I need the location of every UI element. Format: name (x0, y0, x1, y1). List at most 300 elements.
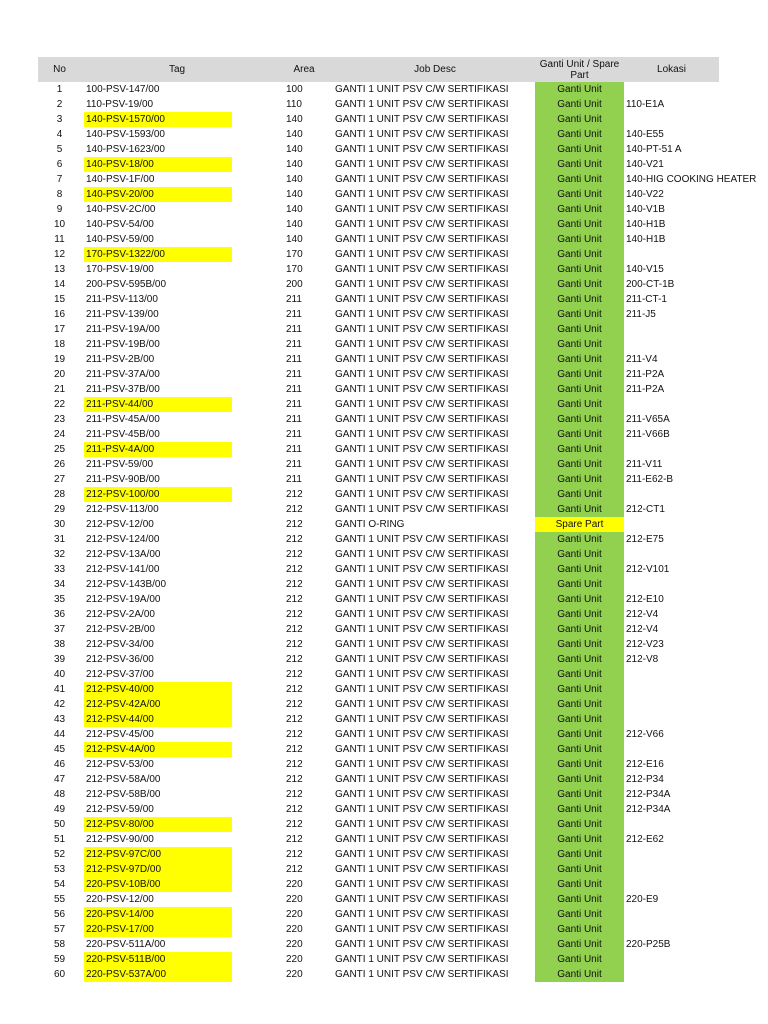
cell-job-desc[interactable]: GANTI 1 UNIT PSV C/W SERTIFIKASI (335, 384, 509, 395)
cell-ganti-unit[interactable]: Ganti Unit (535, 667, 624, 682)
cell-lokasi[interactable] (624, 697, 719, 712)
cell-job-desc[interactable]: GANTI O-RING (335, 519, 405, 530)
cell-tag[interactable] (81, 127, 273, 142)
cell-ganti-unit[interactable]: Ganti Unit (535, 412, 624, 427)
cell-job-desc[interactable]: GANTI 1 UNIT PSV C/W SERTIFIKASI (335, 474, 509, 485)
cell-tag[interactable] (81, 337, 273, 352)
cell-area[interactable]: 170 (286, 249, 303, 260)
cell-no[interactable]: 47 (53, 774, 66, 785)
cell-area[interactable]: 212 (286, 684, 303, 695)
cell-ganti-unit[interactable]: Ganti Unit (535, 772, 624, 787)
cell-no[interactable]: 57 (53, 924, 66, 935)
cell-job-desc[interactable]: GANTI 1 UNIT PSV C/W SERTIFIKASI (335, 759, 509, 770)
cell-ganti-unit[interactable]: Ganti Unit (535, 727, 624, 742)
cell-tag[interactable] (81, 637, 273, 652)
cell-lokasi[interactable]: 211-V11 (626, 459, 663, 470)
cell-no[interactable]: 19 (53, 354, 66, 365)
cell-ganti-unit[interactable]: Ganti Unit (535, 922, 624, 937)
cell-ganti-unit[interactable]: Ganti Unit (535, 877, 624, 892)
cell-no[interactable]: 22 (53, 399, 66, 410)
cell-tag[interactable] (81, 427, 273, 442)
cell-job-desc[interactable]: GANTI 1 UNIT PSV C/W SERTIFIKASI (335, 459, 509, 470)
cell-ganti-unit[interactable]: Ganti Unit (535, 847, 624, 862)
cell-tag[interactable] (81, 742, 273, 757)
cell-lokasi[interactable]: 212-CT1 (626, 504, 665, 515)
cell-job-desc[interactable]: GANTI 1 UNIT PSV C/W SERTIFIKASI (335, 309, 509, 320)
cell-area[interactable]: 220 (286, 879, 303, 890)
cell-area[interactable]: 212 (286, 654, 303, 665)
cell-area[interactable]: 140 (286, 114, 303, 125)
cell-ganti-unit[interactable]: Ganti Unit (535, 202, 624, 217)
cell-lokasi[interactable]: 212-P34A (626, 804, 671, 815)
cell-lokasi[interactable]: 211-V4 (626, 354, 658, 365)
cell-ganti-unit[interactable]: Ganti Unit (535, 292, 624, 307)
cell-area[interactable]: 212 (286, 579, 303, 590)
cell-job-desc[interactable]: GANTI 1 UNIT PSV C/W SERTIFIKASI (335, 429, 509, 440)
cell-ganti-unit[interactable]: Ganti Unit (535, 607, 624, 622)
cell-area[interactable]: 212 (286, 639, 303, 650)
cell-tag[interactable] (81, 817, 273, 832)
cell-job-desc[interactable]: GANTI 1 UNIT PSV C/W SERTIFIKASI (335, 564, 509, 575)
cell-no[interactable]: 31 (53, 534, 66, 545)
cell-ganti-unit[interactable]: Ganti Unit (535, 307, 624, 322)
cell-lokasi[interactable] (624, 487, 719, 502)
header-job-desc[interactable]: Job Desc (414, 64, 456, 75)
cell-lokasi[interactable] (624, 877, 719, 892)
cell-lokasi[interactable]: 212-V23 (626, 639, 664, 650)
cell-tag[interactable] (81, 607, 273, 622)
cell-no[interactable]: 30 (53, 519, 66, 530)
cell-ganti-unit[interactable]: Ganti Unit (535, 577, 624, 592)
cell-tag[interactable] (81, 667, 273, 682)
cell-lokasi[interactable]: 212-V4 (626, 609, 659, 620)
cell-tag[interactable] (81, 682, 273, 697)
cell-no[interactable]: 20 (53, 369, 66, 380)
cell-area[interactable]: 212 (286, 789, 303, 800)
cell-lokasi[interactable] (624, 322, 719, 337)
cell-no[interactable]: 37 (53, 624, 66, 635)
cell-lokasi[interactable]: 212-V66 (626, 729, 664, 740)
cell-no[interactable]: 7 (56, 174, 63, 185)
cell-no[interactable]: 15 (53, 294, 66, 305)
cell-tag[interactable] (81, 457, 273, 472)
cell-area[interactable]: 220 (286, 924, 303, 935)
cell-no[interactable]: 16 (53, 309, 66, 320)
cell-lokasi[interactable] (624, 847, 719, 862)
cell-lokasi[interactable]: 211-V66B (626, 429, 670, 440)
cell-lokasi[interactable]: 140-V1B (626, 204, 665, 215)
cell-job-desc[interactable]: GANTI 1 UNIT PSV C/W SERTIFIKASI (335, 264, 509, 275)
cell-ganti-unit[interactable]: Ganti Unit (535, 547, 624, 562)
cell-no[interactable]: 26 (53, 459, 66, 470)
cell-ganti-unit[interactable]: Ganti Unit (535, 427, 624, 442)
cell-ganti-unit[interactable]: Ganti Unit (535, 817, 624, 832)
cell-tag[interactable] (81, 892, 273, 907)
cell-tag[interactable] (81, 382, 273, 397)
cell-ganti-unit[interactable]: Ganti Unit (535, 907, 624, 922)
cell-no[interactable]: 34 (53, 579, 66, 590)
cell-ganti-unit[interactable]: Ganti Unit (535, 442, 624, 457)
cell-ganti-unit[interactable]: Ganti Unit (535, 217, 624, 232)
cell-lokasi[interactable]: 211-J5 (626, 309, 656, 320)
cell-no[interactable]: 17 (53, 324, 66, 335)
cell-ganti-unit[interactable]: Ganti Unit (535, 367, 624, 382)
cell-job-desc[interactable]: GANTI 1 UNIT PSV C/W SERTIFIKASI (335, 684, 509, 695)
cell-ganti-unit[interactable]: Ganti Unit (535, 322, 624, 337)
cell-no[interactable]: 53 (53, 864, 66, 875)
cell-tag[interactable] (81, 187, 273, 202)
cell-lokasi[interactable]: 212-E62 (626, 834, 664, 845)
cell-no[interactable]: 12 (53, 249, 66, 260)
cell-area[interactable]: 170 (286, 264, 303, 275)
cell-no[interactable]: 36 (53, 609, 66, 620)
cell-tag[interactable] (81, 487, 273, 502)
cell-job-desc[interactable]: GANTI 1 UNIT PSV C/W SERTIFIKASI (335, 729, 509, 740)
cell-job-desc[interactable]: GANTI 1 UNIT PSV C/W SERTIFIKASI (335, 774, 509, 785)
cell-no[interactable]: 13 (53, 264, 66, 275)
cell-tag[interactable] (81, 862, 273, 877)
cell-job-desc[interactable]: GANTI 1 UNIT PSV C/W SERTIFIKASI (335, 549, 509, 560)
cell-area[interactable]: 212 (286, 804, 303, 815)
cell-lokasi[interactable] (624, 337, 719, 352)
cell-ganti-unit[interactable]: Ganti Unit (535, 97, 624, 112)
cell-no[interactable]: 43 (53, 714, 66, 725)
cell-tag[interactable] (81, 367, 273, 382)
cell-job-desc[interactable]: GANTI 1 UNIT PSV C/W SERTIFIKASI (335, 849, 509, 860)
cell-lokasi[interactable] (624, 547, 719, 562)
cell-job-desc[interactable]: GANTI 1 UNIT PSV C/W SERTIFIKASI (335, 84, 509, 95)
cell-no[interactable]: 24 (53, 429, 66, 440)
cell-lokasi[interactable]: 140-V21 (626, 159, 664, 170)
cell-tag[interactable] (81, 82, 273, 97)
cell-lokasi[interactable] (624, 967, 719, 982)
cell-ganti-unit[interactable]: Ganti Unit (535, 937, 624, 952)
cell-area[interactable]: 212 (286, 774, 303, 785)
cell-ganti-unit[interactable]: Ganti Unit (535, 562, 624, 577)
cell-ganti-unit[interactable]: Ganti Unit (535, 337, 624, 352)
cell-lokasi[interactable] (624, 667, 719, 682)
cell-job-desc[interactable]: GANTI 1 UNIT PSV C/W SERTIFIKASI (335, 834, 509, 845)
cell-area[interactable]: 212 (286, 624, 303, 635)
cell-job-desc[interactable]: GANTI 1 UNIT PSV C/W SERTIFIKASI (335, 909, 509, 920)
cell-tag[interactable] (81, 352, 273, 367)
cell-no[interactable]: 29 (53, 504, 66, 515)
cell-ganti-unit[interactable]: Ganti Unit (535, 277, 624, 292)
cell-job-desc[interactable]: GANTI 1 UNIT PSV C/W SERTIFIKASI (335, 189, 509, 200)
cell-no[interactable]: 10 (53, 219, 66, 230)
cell-tag[interactable] (81, 112, 273, 127)
cell-tag[interactable] (81, 622, 273, 637)
cell-tag[interactable] (81, 202, 273, 217)
cell-tag[interactable] (81, 517, 273, 532)
cell-tag[interactable] (81, 307, 273, 322)
cell-area[interactable]: 211 (286, 474, 302, 485)
cell-job-desc[interactable]: GANTI 1 UNIT PSV C/W SERTIFIKASI (335, 699, 509, 710)
cell-job-desc[interactable]: GANTI 1 UNIT PSV C/W SERTIFIKASI (335, 399, 509, 410)
cell-no[interactable]: 60 (53, 969, 66, 980)
cell-tag[interactable] (81, 247, 273, 262)
cell-job-desc[interactable]: GANTI 1 UNIT PSV C/W SERTIFIKASI (335, 324, 509, 335)
cell-lokasi[interactable]: 212-P34 (626, 774, 664, 785)
cell-no[interactable]: 46 (53, 759, 66, 770)
cell-lokasi[interactable] (624, 682, 719, 697)
cell-no[interactable]: 4 (56, 129, 63, 140)
cell-job-desc[interactable]: GANTI 1 UNIT PSV C/W SERTIFIKASI (335, 234, 509, 245)
cell-job-desc[interactable]: GANTI 1 UNIT PSV C/W SERTIFIKASI (335, 144, 509, 155)
cell-lokasi[interactable] (624, 517, 719, 532)
cell-area[interactable]: 212 (286, 729, 303, 740)
cell-area[interactable]: 212 (286, 714, 303, 725)
cell-area[interactable]: 140 (286, 129, 303, 140)
cell-ganti-unit[interactable]: Ganti Unit (535, 757, 624, 772)
cell-no[interactable]: 1 (56, 84, 63, 95)
cell-area[interactable]: 211 (286, 339, 302, 350)
cell-job-desc[interactable]: GANTI 1 UNIT PSV C/W SERTIFIKASI (335, 594, 509, 605)
cell-lokasi[interactable]: 212-V8 (626, 654, 659, 665)
cell-ganti-unit[interactable]: Ganti Unit (535, 82, 624, 97)
cell-tag[interactable] (81, 577, 273, 592)
cell-no[interactable]: 9 (56, 204, 63, 215)
cell-job-desc[interactable]: GANTI 1 UNIT PSV C/W SERTIFIKASI (335, 969, 509, 980)
cell-job-desc[interactable]: GANTI 1 UNIT PSV C/W SERTIFIKASI (335, 579, 509, 590)
cell-ganti-unit[interactable]: Ganti Unit (535, 112, 624, 127)
cell-area[interactable]: 212 (286, 819, 303, 830)
cell-tag[interactable] (81, 292, 273, 307)
cell-no[interactable]: 49 (53, 804, 66, 815)
cell-tag[interactable] (81, 832, 273, 847)
cell-no[interactable]: 52 (53, 849, 66, 860)
cell-job-desc[interactable]: GANTI 1 UNIT PSV C/W SERTIFIKASI (335, 129, 509, 140)
cell-ganti-unit[interactable]: Ganti Unit (535, 832, 624, 847)
cell-no[interactable]: 14 (53, 279, 66, 290)
cell-area[interactable]: 200 (286, 279, 303, 290)
cell-tag[interactable] (81, 472, 273, 487)
cell-area[interactable]: 220 (286, 894, 303, 905)
cell-lokasi[interactable]: 220-E9 (626, 894, 659, 905)
cell-no[interactable]: 5 (56, 144, 63, 155)
cell-lokasi[interactable]: 200-CT-1B (626, 279, 675, 290)
cell-tag[interactable] (81, 502, 273, 517)
cell-area[interactable]: 212 (286, 609, 303, 620)
cell-lokasi[interactable]: 140-V15 (626, 264, 664, 275)
cell-job-desc[interactable]: GANTI 1 UNIT PSV C/W SERTIFIKASI (335, 789, 509, 800)
cell-job-desc[interactable]: GANTI 1 UNIT PSV C/W SERTIFIKASI (335, 954, 509, 965)
cell-no[interactable]: 3 (56, 114, 63, 125)
cell-job-desc[interactable]: GANTI 1 UNIT PSV C/W SERTIFIKASI (335, 159, 509, 170)
cell-area[interactable]: 212 (286, 864, 303, 875)
cell-no[interactable]: 58 (53, 939, 66, 950)
cell-tag[interactable] (81, 142, 273, 157)
cell-tag[interactable] (81, 877, 273, 892)
cell-lokasi[interactable]: 211-P2A (626, 369, 665, 380)
cell-area[interactable]: 211 (286, 309, 302, 320)
cell-job-desc[interactable]: GANTI 1 UNIT PSV C/W SERTIFIKASI (335, 444, 509, 455)
cell-lokasi[interactable]: 140-E55 (626, 129, 664, 140)
cell-ganti-unit[interactable]: Ganti Unit (535, 637, 624, 652)
cell-tag[interactable] (81, 262, 273, 277)
cell-ganti-unit[interactable]: Ganti Unit (535, 472, 624, 487)
cell-ganti-unit[interactable]: Ganti Unit (535, 712, 624, 727)
cell-lokasi[interactable]: 211-V65A (626, 414, 670, 425)
cell-no[interactable]: 28 (53, 489, 66, 500)
cell-job-desc[interactable]: GANTI 1 UNIT PSV C/W SERTIFIKASI (335, 864, 509, 875)
cell-job-desc[interactable]: GANTI 1 UNIT PSV C/W SERTIFIKASI (335, 804, 509, 815)
cell-lokasi[interactable]: 212-V101 (626, 564, 670, 575)
cell-area[interactable]: 220 (286, 939, 303, 950)
cell-ganti-unit[interactable]: Ganti Unit (535, 502, 624, 517)
cell-tag[interactable] (81, 787, 273, 802)
cell-ganti-unit[interactable]: Ganti Unit (535, 862, 624, 877)
cell-job-desc[interactable]: GANTI 1 UNIT PSV C/W SERTIFIKASI (335, 219, 509, 230)
cell-job-desc[interactable]: GANTI 1 UNIT PSV C/W SERTIFIKASI (335, 639, 509, 650)
cell-ganti-unit[interactable]: Ganti Unit (535, 967, 624, 982)
header-lokasi[interactable]: Lokasi (657, 64, 686, 75)
cell-ganti-unit[interactable]: Ganti Unit (535, 127, 624, 142)
cell-no[interactable]: 27 (53, 474, 66, 485)
cell-lokasi[interactable]: 140-H1B (626, 234, 666, 245)
cell-area[interactable]: 220 (286, 969, 303, 980)
cell-lokasi[interactable]: 212-E75 (626, 534, 664, 545)
cell-area[interactable]: 212 (286, 549, 303, 560)
cell-no[interactable]: 32 (53, 549, 66, 560)
cell-no[interactable]: 48 (53, 789, 66, 800)
cell-ganti-unit[interactable]: Ganti Unit (535, 352, 624, 367)
cell-tag[interactable] (81, 922, 273, 937)
header-area[interactable]: Area (293, 64, 315, 75)
cell-no[interactable]: 8 (56, 189, 63, 200)
cell-lokasi[interactable]: 212-V4 (626, 624, 659, 635)
cell-no[interactable]: 54 (53, 879, 66, 890)
cell-area[interactable]: 211 (286, 324, 302, 335)
cell-no[interactable]: 59 (53, 954, 66, 965)
cell-area[interactable]: 211 (286, 399, 302, 410)
cell-job-desc[interactable]: GANTI 1 UNIT PSV C/W SERTIFIKASI (335, 249, 509, 260)
cell-ganti-unit[interactable]: Ganti Unit (535, 382, 624, 397)
cell-area[interactable]: 211 (286, 444, 302, 455)
header-tag[interactable]: Tag (168, 64, 186, 75)
cell-job-desc[interactable]: GANTI 1 UNIT PSV C/W SERTIFIKASI (335, 819, 509, 830)
cell-job-desc[interactable]: GANTI 1 UNIT PSV C/W SERTIFIKASI (335, 714, 509, 725)
cell-no[interactable]: 35 (53, 594, 66, 605)
cell-tag[interactable] (81, 907, 273, 922)
cell-lokasi[interactable]: 212-E16 (626, 759, 664, 770)
cell-lokasi[interactable]: 212-E10 (626, 594, 664, 605)
cell-tag[interactable] (81, 727, 273, 742)
cell-area[interactable]: 140 (286, 219, 303, 230)
cell-area[interactable]: 140 (286, 174, 303, 185)
cell-tag[interactable] (81, 532, 273, 547)
cell-job-desc[interactable]: GANTI 1 UNIT PSV C/W SERTIFIKASI (335, 414, 509, 425)
cell-area[interactable]: 212 (286, 744, 303, 755)
cell-tag[interactable] (81, 652, 273, 667)
header-ganti-unit[interactable]: Ganti Unit / Spare Part (539, 58, 620, 81)
cell-job-desc[interactable]: GANTI 1 UNIT PSV C/W SERTIFIKASI (335, 114, 509, 125)
cell-tag[interactable] (81, 217, 273, 232)
cell-area[interactable]: 212 (286, 834, 303, 845)
cell-tag[interactable] (81, 442, 273, 457)
cell-no[interactable]: 40 (53, 669, 66, 680)
cell-area[interactable]: 212 (286, 534, 303, 545)
cell-ganti-unit[interactable]: Ganti Unit (535, 787, 624, 802)
cell-area[interactable]: 211 (286, 354, 302, 365)
cell-job-desc[interactable]: GANTI 1 UNIT PSV C/W SERTIFIKASI (335, 174, 509, 185)
cell-area[interactable]: 212 (286, 564, 303, 575)
cell-lokasi[interactable]: 140-HIG COOKING HEATER (626, 174, 757, 185)
cell-ganti-unit[interactable]: Ganti Unit (535, 622, 624, 637)
cell-job-desc[interactable]: GANTI 1 UNIT PSV C/W SERTIFIKASI (335, 369, 509, 380)
cell-ganti-unit[interactable]: Ganti Unit (535, 397, 624, 412)
cell-ganti-unit[interactable]: Ganti Unit (535, 232, 624, 247)
cell-lokasi[interactable]: 211-E62-B (626, 474, 674, 485)
cell-area[interactable]: 212 (286, 504, 303, 515)
cell-job-desc[interactable]: GANTI 1 UNIT PSV C/W SERTIFIKASI (335, 924, 509, 935)
cell-job-desc[interactable]: GANTI 1 UNIT PSV C/W SERTIFIKASI (335, 294, 509, 305)
cell-area[interactable]: 220 (286, 909, 303, 920)
cell-area[interactable]: 211 (286, 369, 302, 380)
cell-tag[interactable] (81, 562, 273, 577)
cell-area[interactable]: 212 (286, 489, 303, 500)
cell-lokasi[interactable] (624, 712, 719, 727)
cell-tag[interactable] (81, 277, 273, 292)
cell-lokasi[interactable] (624, 577, 719, 592)
cell-tag[interactable] (81, 712, 273, 727)
cell-job-desc[interactable]: GANTI 1 UNIT PSV C/W SERTIFIKASI (335, 669, 509, 680)
cell-job-desc[interactable]: GANTI 1 UNIT PSV C/W SERTIFIKASI (335, 489, 509, 500)
cell-tag[interactable] (81, 967, 273, 982)
cell-lokasi[interactable]: 140-V22 (626, 189, 664, 200)
header-no[interactable]: No (53, 64, 66, 75)
cell-tag[interactable] (81, 937, 273, 952)
cell-job-desc[interactable]: GANTI 1 UNIT PSV C/W SERTIFIKASI (335, 279, 509, 290)
cell-no[interactable]: 21 (53, 384, 66, 395)
cell-tag[interactable] (81, 547, 273, 562)
cell-tag[interactable] (81, 412, 273, 427)
cell-lokasi[interactable] (624, 862, 719, 877)
cell-area[interactable]: 211 (286, 414, 302, 425)
cell-lokasi[interactable] (624, 907, 719, 922)
cell-lokasi[interactable]: 220-P25B (626, 939, 671, 950)
cell-lokasi[interactable]: 211-CT-1 (626, 294, 667, 305)
cell-ganti-unit[interactable]: Ganti Unit (535, 142, 624, 157)
cell-ganti-unit[interactable]: Ganti Unit (535, 532, 624, 547)
cell-ganti-unit[interactable]: Ganti Unit (535, 172, 624, 187)
cell-ganti-unit[interactable]: Ganti Unit (535, 187, 624, 202)
cell-tag[interactable] (81, 232, 273, 247)
cell-ganti-unit[interactable]: Ganti Unit (535, 157, 624, 172)
cell-ganti-unit[interactable]: Ganti Unit (535, 457, 624, 472)
cell-area[interactable]: 100 (286, 84, 303, 95)
cell-ganti-unit[interactable]: Ganti Unit (535, 487, 624, 502)
cell-area[interactable]: 212 (286, 594, 303, 605)
cell-tag[interactable] (81, 952, 273, 967)
cell-lokasi[interactable] (624, 442, 719, 457)
cell-no[interactable]: 25 (53, 444, 66, 455)
cell-tag[interactable] (81, 397, 273, 412)
cell-lokasi[interactable] (624, 742, 719, 757)
cell-area[interactable]: 140 (286, 189, 303, 200)
cell-tag[interactable] (81, 847, 273, 862)
cell-lokasi[interactable] (624, 112, 719, 127)
cell-no[interactable]: 45 (53, 744, 66, 755)
cell-tag[interactable] (81, 772, 273, 787)
cell-job-desc[interactable]: GANTI 1 UNIT PSV C/W SERTIFIKASI (335, 654, 509, 665)
cell-job-desc[interactable]: GANTI 1 UNIT PSV C/W SERTIFIKASI (335, 879, 509, 890)
cell-ganti-unit[interactable]: Ganti Unit (535, 742, 624, 757)
cell-ganti-unit[interactable]: Ganti Unit (535, 262, 624, 277)
cell-no[interactable]: 42 (53, 699, 66, 710)
cell-area[interactable]: 212 (286, 759, 303, 770)
cell-tag[interactable] (81, 322, 273, 337)
